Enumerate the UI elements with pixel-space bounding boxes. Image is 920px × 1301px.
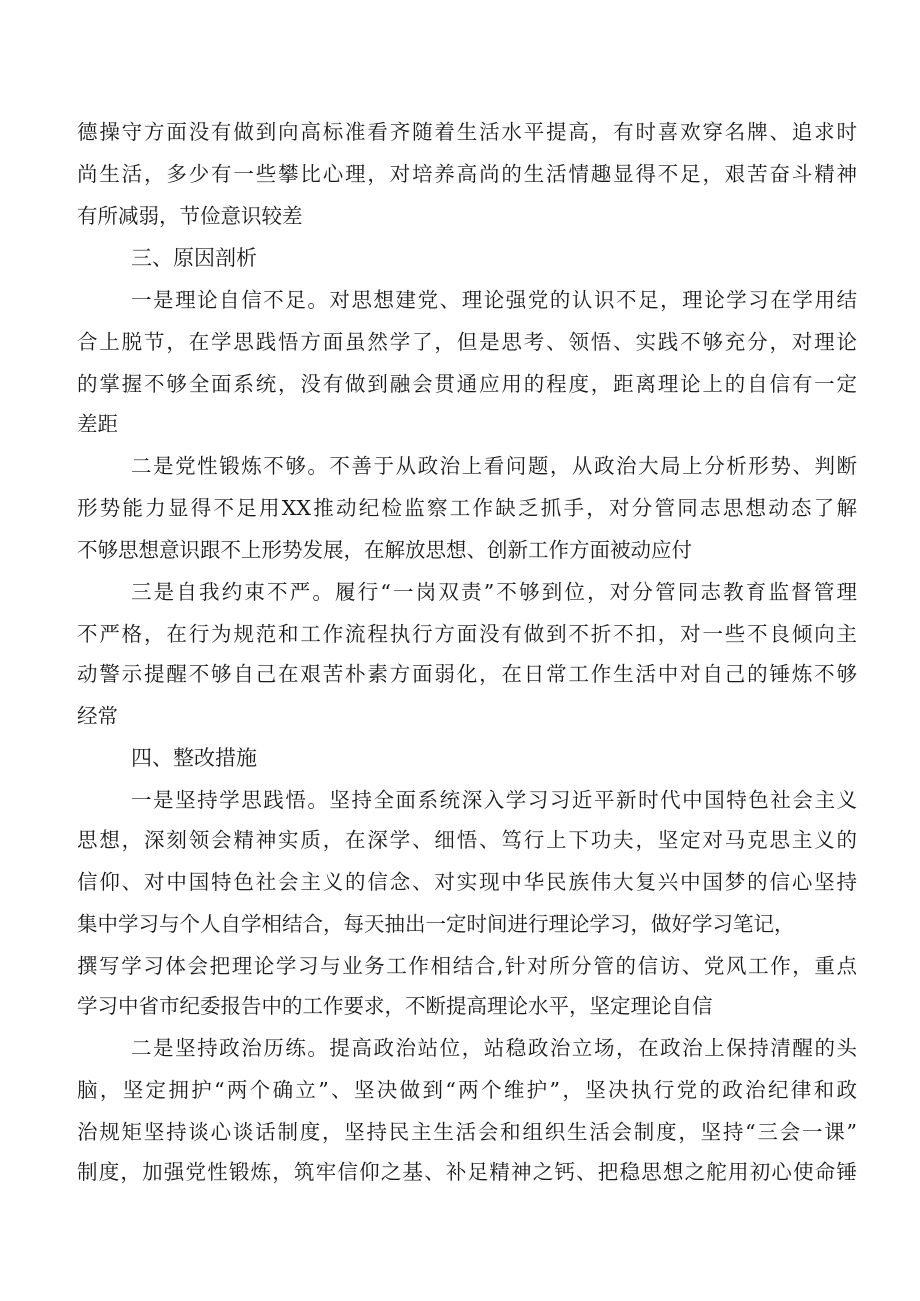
- paragraph-line: 撰写学习体会把理论学习与业务工作相结合,针对所分管的信访、党风工作，重点: [77, 954, 857, 978]
- paragraph-line: 动警示提醒不够自己在艰苦朴素方面弱化，在日常工作生活中对自己的锤炼不够: [77, 662, 857, 686]
- paragraph-line: 治规矩坚持谈心谈话制度，坚持民主生活会和组织生活会制度，坚持“三会一课”: [77, 1120, 857, 1144]
- paragraph-line: 德操守方面没有做到向高标准看齐随着生活水平提高，有时喜欢穿名牌、追求时: [77, 120, 857, 144]
- paragraph-line: 有所减弱，节俭意识较差: [77, 204, 303, 228]
- paragraph-line: 信仰、对中国特色社会主义的信念、对实现中华民族伟大复兴中国梦的信心坚持: [77, 870, 857, 894]
- paragraph-line: 不够思想意识跟不上形势发展，在解放思想、创新工作方面被动应付: [77, 538, 692, 562]
- paragraph-line: 形势能力显得不足用XX推动纪检监察工作缺乏抓手，对分管同志思想动态了解: [77, 496, 857, 520]
- paragraph-line: 思想，深刻领会精神实质，在深学、细悟、笃行上下功夫，坚定对马克思主义的: [77, 828, 857, 852]
- paragraph-line: 二是党性锻炼不够。不善于从政治上看问题，从政治大局上分析形势、判断: [131, 454, 857, 478]
- section-heading-measures: 四、整改措施: [131, 746, 257, 770]
- paragraph-line: 一是理论自信不足。对思想建党、理论强党的认识不足，理论学习在学用结: [131, 288, 857, 312]
- section-heading-causes: 三、原因剖析: [131, 246, 257, 270]
- paragraph-line: 集中学习与个人自学相结合，每天抽出一定时间进行理论学习，做好学习笔记，: [77, 912, 795, 936]
- paragraph-line: 合上脱节，在学思践悟方面虽然学了，但是思考、领悟、实践不够充分，对理论: [77, 330, 857, 354]
- paragraph-line: 制度，加强党性锻炼，筑牢信仰之基、补足精神之钙、把稳思想之舵用初心使命锤: [77, 1160, 857, 1184]
- paragraph-line: 不严格，在行为规范和工作流程执行方面没有做到不折不扣，对一些不良倾向主: [77, 622, 857, 646]
- paragraph-line: 二是坚持政治历练。提高政治站位，站稳政治立场，在政治上保持清醒的头: [131, 1036, 857, 1060]
- paragraph-line: 尚生活，多少有一些攀比心理，对培养高尚的生活情趣显得不足，艰苦奋斗精神: [77, 162, 857, 186]
- paragraph-line: 学习中省市纪委报告中的工作要求，不断提高理论水平，坚定理论自信: [77, 994, 713, 1018]
- paragraph-line: 差距: [77, 412, 118, 436]
- paragraph-line: 三是自我约束不严。履行“一岗双责”不够到位，对分管同志教育监督管理: [131, 580, 857, 604]
- paragraph-line: 一是坚持学思践悟。坚持全面系统深入学习习近平新时代中国特色社会主义: [131, 788, 857, 812]
- paragraph-line: 经常: [77, 704, 118, 728]
- paragraph-line: 脑，坚定拥护“两个确立”、坚决做到“两个维护”，坚决执行党的政治纪律和政: [77, 1078, 857, 1102]
- paragraph-line: 的掌握不够全面系统，没有做到融会贯通应用的程度，距离理论上的自信有一定: [77, 372, 857, 396]
